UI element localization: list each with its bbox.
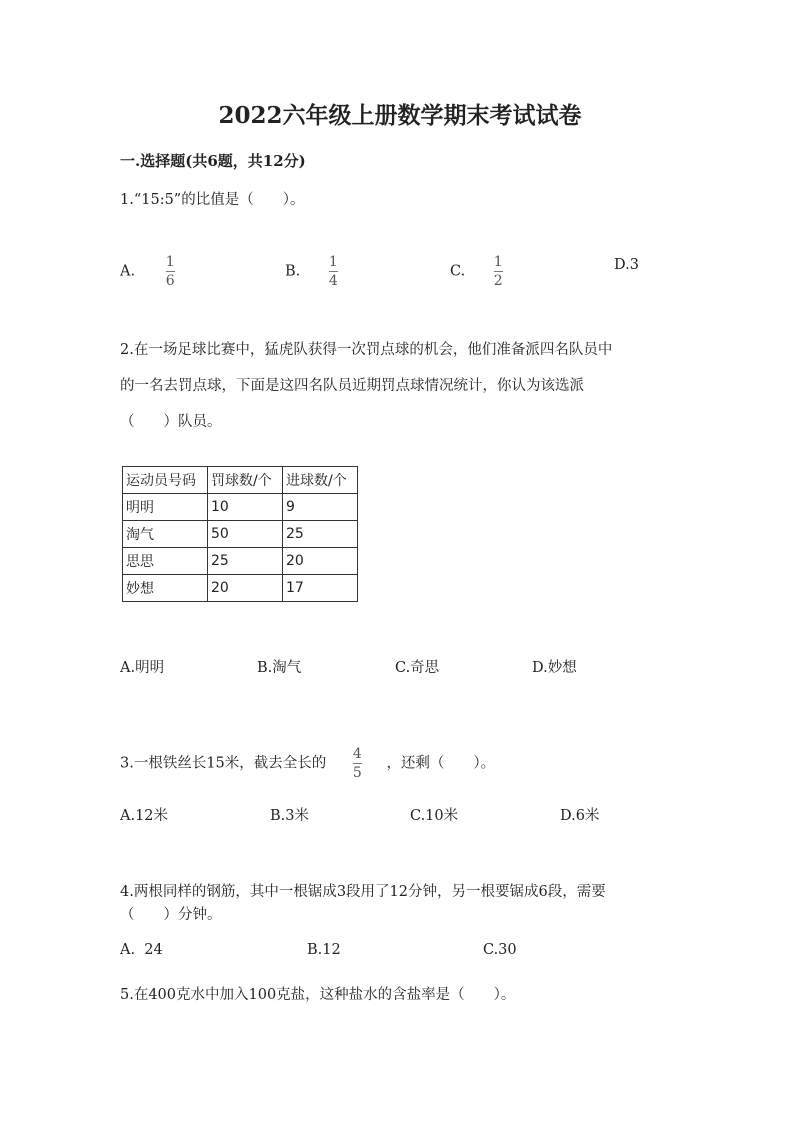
table-header-cell: 运动员号码 bbox=[123, 467, 208, 494]
table-row bbox=[123, 575, 358, 602]
fraction-denominator: 4 bbox=[328, 273, 338, 289]
table-cell: 10 bbox=[208, 494, 283, 521]
question-3-text-after: ，还剩（ ）。 bbox=[386, 755, 496, 772]
page-title: 2022六年级上册数学期末考试试卷 bbox=[218, 102, 582, 129]
fraction-numerator: 4 bbox=[352, 746, 362, 762]
fraction-denominator: 5 bbox=[352, 765, 362, 781]
table-cell: 25 bbox=[283, 521, 358, 548]
table-row bbox=[123, 548, 358, 575]
fraction-denominator: 2 bbox=[493, 273, 503, 289]
q1-option-b-label: B. bbox=[285, 263, 301, 280]
question-3-fraction bbox=[351, 747, 364, 780]
fraction-numerator: 1 bbox=[328, 254, 338, 270]
fraction-numerator: 1 bbox=[165, 254, 175, 270]
q1-option-a-label: A. bbox=[120, 263, 136, 280]
q1-option-a[interactable] bbox=[120, 255, 177, 288]
q4-option-a[interactable]: A. 24 bbox=[120, 942, 163, 958]
table-cell: 20 bbox=[208, 575, 283, 602]
q2-option-d[interactable]: D.妙想 bbox=[532, 660, 577, 676]
q3-option-b[interactable]: B.3米 bbox=[270, 808, 309, 824]
penalty-stats-table bbox=[122, 466, 358, 602]
question-4-line-1: 4.两根同样的钢筋，其中一根锯成3段用了12分钟，另一根要锯成6段，需要 bbox=[120, 884, 606, 900]
q2-option-a[interactable]: A.明明 bbox=[120, 660, 165, 676]
q1-option-d[interactable]: D.3 bbox=[614, 257, 639, 273]
q2-option-c[interactable]: C.奇思 bbox=[395, 660, 440, 676]
question-3-text bbox=[120, 747, 495, 780]
table-cell: 20 bbox=[283, 548, 358, 575]
section-heading: 一.选择题(共6题，共12分) bbox=[120, 152, 306, 170]
q4-option-c[interactable]: C.30 bbox=[483, 942, 517, 958]
fraction-denominator: 6 bbox=[165, 273, 175, 289]
table-cell: 明明 bbox=[123, 494, 208, 521]
table-header-cell: 进球数/个 bbox=[283, 467, 358, 494]
question-4-line-2: （ ）分钟。 bbox=[120, 907, 222, 923]
q1-option-c-fraction bbox=[492, 255, 505, 288]
q3-option-c[interactable]: C.10米 bbox=[410, 808, 459, 824]
table-cell: 50 bbox=[208, 521, 283, 548]
table-cell: 17 bbox=[283, 575, 358, 602]
q2-option-b[interactable]: B.淘气 bbox=[257, 660, 302, 676]
question-2-line-3: （ ）队员。 bbox=[120, 414, 222, 430]
q3-option-a[interactable]: A.12米 bbox=[120, 808, 169, 824]
question-1-text: 1.“15:5”的比值是（ ）。 bbox=[120, 192, 305, 208]
table-cell: 25 bbox=[208, 548, 283, 575]
question-3-text-before: 3.一根铁丝长15米，截去全长的 bbox=[120, 755, 327, 772]
question-5-text: 5.在400克水中加入100克盐，这种盐水的含盐率是（ ）。 bbox=[120, 987, 516, 1003]
q1-option-b[interactable] bbox=[285, 255, 340, 288]
q3-option-d[interactable]: D.6米 bbox=[560, 808, 600, 824]
table-row bbox=[123, 494, 358, 521]
fraction-numerator: 1 bbox=[493, 254, 503, 270]
table-cell: 淘气 bbox=[123, 521, 208, 548]
table-cell: 妙想 bbox=[123, 575, 208, 602]
question-2-line-1: 2.在一场足球比赛中，猛虎队获得一次罚点球的机会，他们准备派四名队员中 bbox=[120, 342, 613, 358]
table-header-cell: 罚球数/个 bbox=[208, 467, 283, 494]
q1-option-c[interactable] bbox=[450, 255, 505, 288]
table-row bbox=[123, 521, 358, 548]
table-cell: 思思 bbox=[123, 548, 208, 575]
q1-option-b-fraction bbox=[327, 255, 340, 288]
question-2-line-2: 的一名去罚点球，下面是这四名队员近期罚点球情况统计，你认为该选派 bbox=[120, 378, 584, 394]
table-header-row bbox=[123, 467, 358, 494]
q1-option-a-fraction bbox=[164, 255, 177, 288]
table-cell: 9 bbox=[283, 494, 358, 521]
q1-option-c-label: C. bbox=[450, 263, 466, 280]
q4-option-b[interactable]: B.12 bbox=[307, 942, 341, 958]
